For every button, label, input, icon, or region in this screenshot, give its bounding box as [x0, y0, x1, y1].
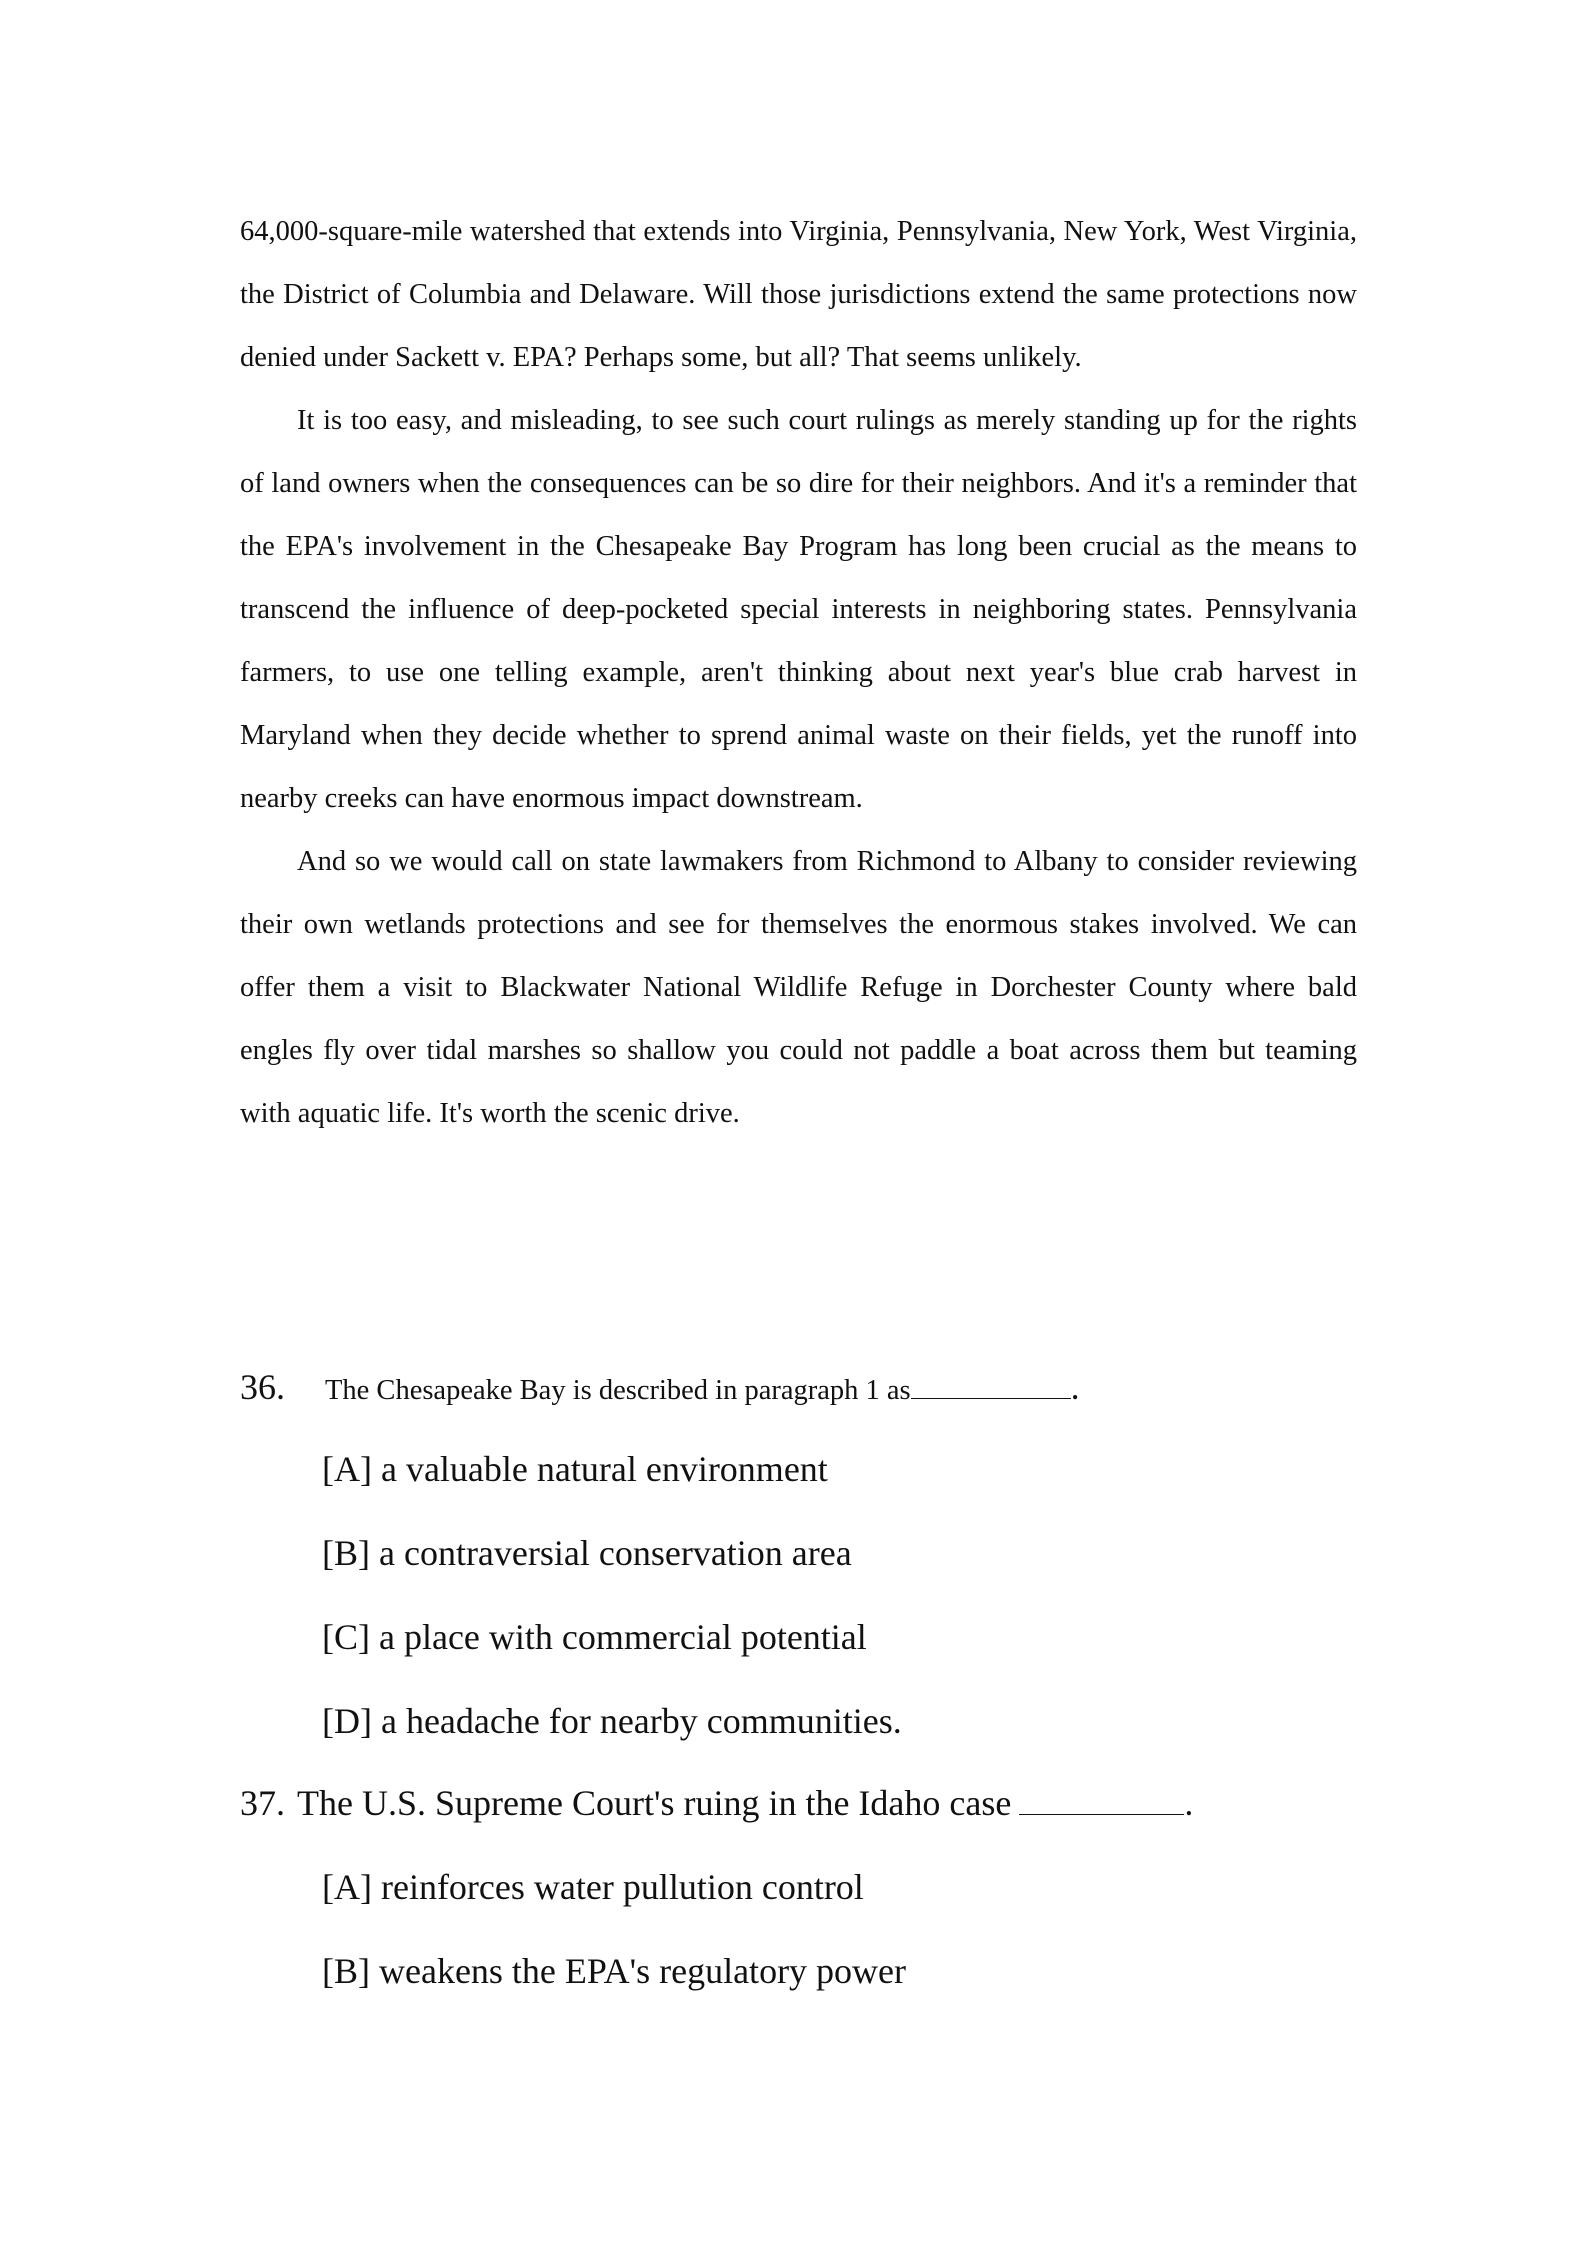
option-a[interactable]: [A] a valuable natural environment: [322, 1449, 828, 1489]
option-a[interactable]: [A] reinforces water pullution control: [322, 1867, 864, 1907]
option-d[interactable]: [D] a headache for nearby communities.: [322, 1701, 902, 1741]
option-c[interactable]: [C] a place with commercial potential: [322, 1617, 867, 1657]
passage-paragraph-1: 64,000-square-mile watershed that extends into Virginia, Pennsylvania, New York, West Virginia, the District of Columbia and Delaware. Will those jurisdictions extend the same protections now denied under Sackett v. EPA? Perhaps some, but all? That seems unlikely.: [240, 216, 1357, 373]
question-stem: The Chesapeake Bay is described in paragraph 1 as: [325, 1375, 911, 1406]
question-37-options: [322, 1845, 906, 2013]
question-stem-end: .: [1184, 1783, 1194, 1823]
question-36-options: [322, 1427, 902, 1763]
passage-paragraph-3: And so we would call on state lawmakers from Richmond to Albany to consider reviewing their own wetlands protections and see for themselves the enormous stakes involved. We can offer them a visit to Blackwater National Wildlife Refuge in Dorchester County where bald engles fly over tidal marshes so shallow you could not paddle a boat across them but teaming with aquatic life. It's worth the scenic drive.: [240, 846, 1357, 1129]
question-number: 37.: [240, 1783, 285, 1823]
answer-blank: [1019, 1784, 1184, 1815]
option-b[interactable]: [B] weakens the EPA's regulatory power: [322, 1951, 907, 1991]
question-37: [240, 1782, 1193, 1824]
reading-passage: [240, 200, 1357, 1145]
passage-paragraph-2: It is too easy, and misleading, to see such court rulings as merely standing up for the rights of land owners when the consequences can be so dire for their neighbors. And it's a reminder that the EPA's involvement in the Chesapeake Bay Program has long been crucial as the means to transcend the influence of deep-pocketed special interests in neighboring states. Pennsylvania farmers, to use one telling example, aren't thinking about next year's blue crab harvest in Maryland when they decide whether to sprend animal waste on their fields, yet the runoff into nearby creeks can have enormous impact downstream.: [240, 405, 1357, 814]
question-stem-end: .: [1070, 1367, 1080, 1407]
question-stem: The U.S. Supreme Court's ruing in the Idaho case: [297, 1783, 1012, 1823]
answer-blank: [911, 1368, 1071, 1399]
question-36: [240, 1366, 1080, 1408]
option-b[interactable]: [B] a contraversial conservation area: [322, 1533, 852, 1573]
question-number: 36.: [240, 1367, 285, 1407]
